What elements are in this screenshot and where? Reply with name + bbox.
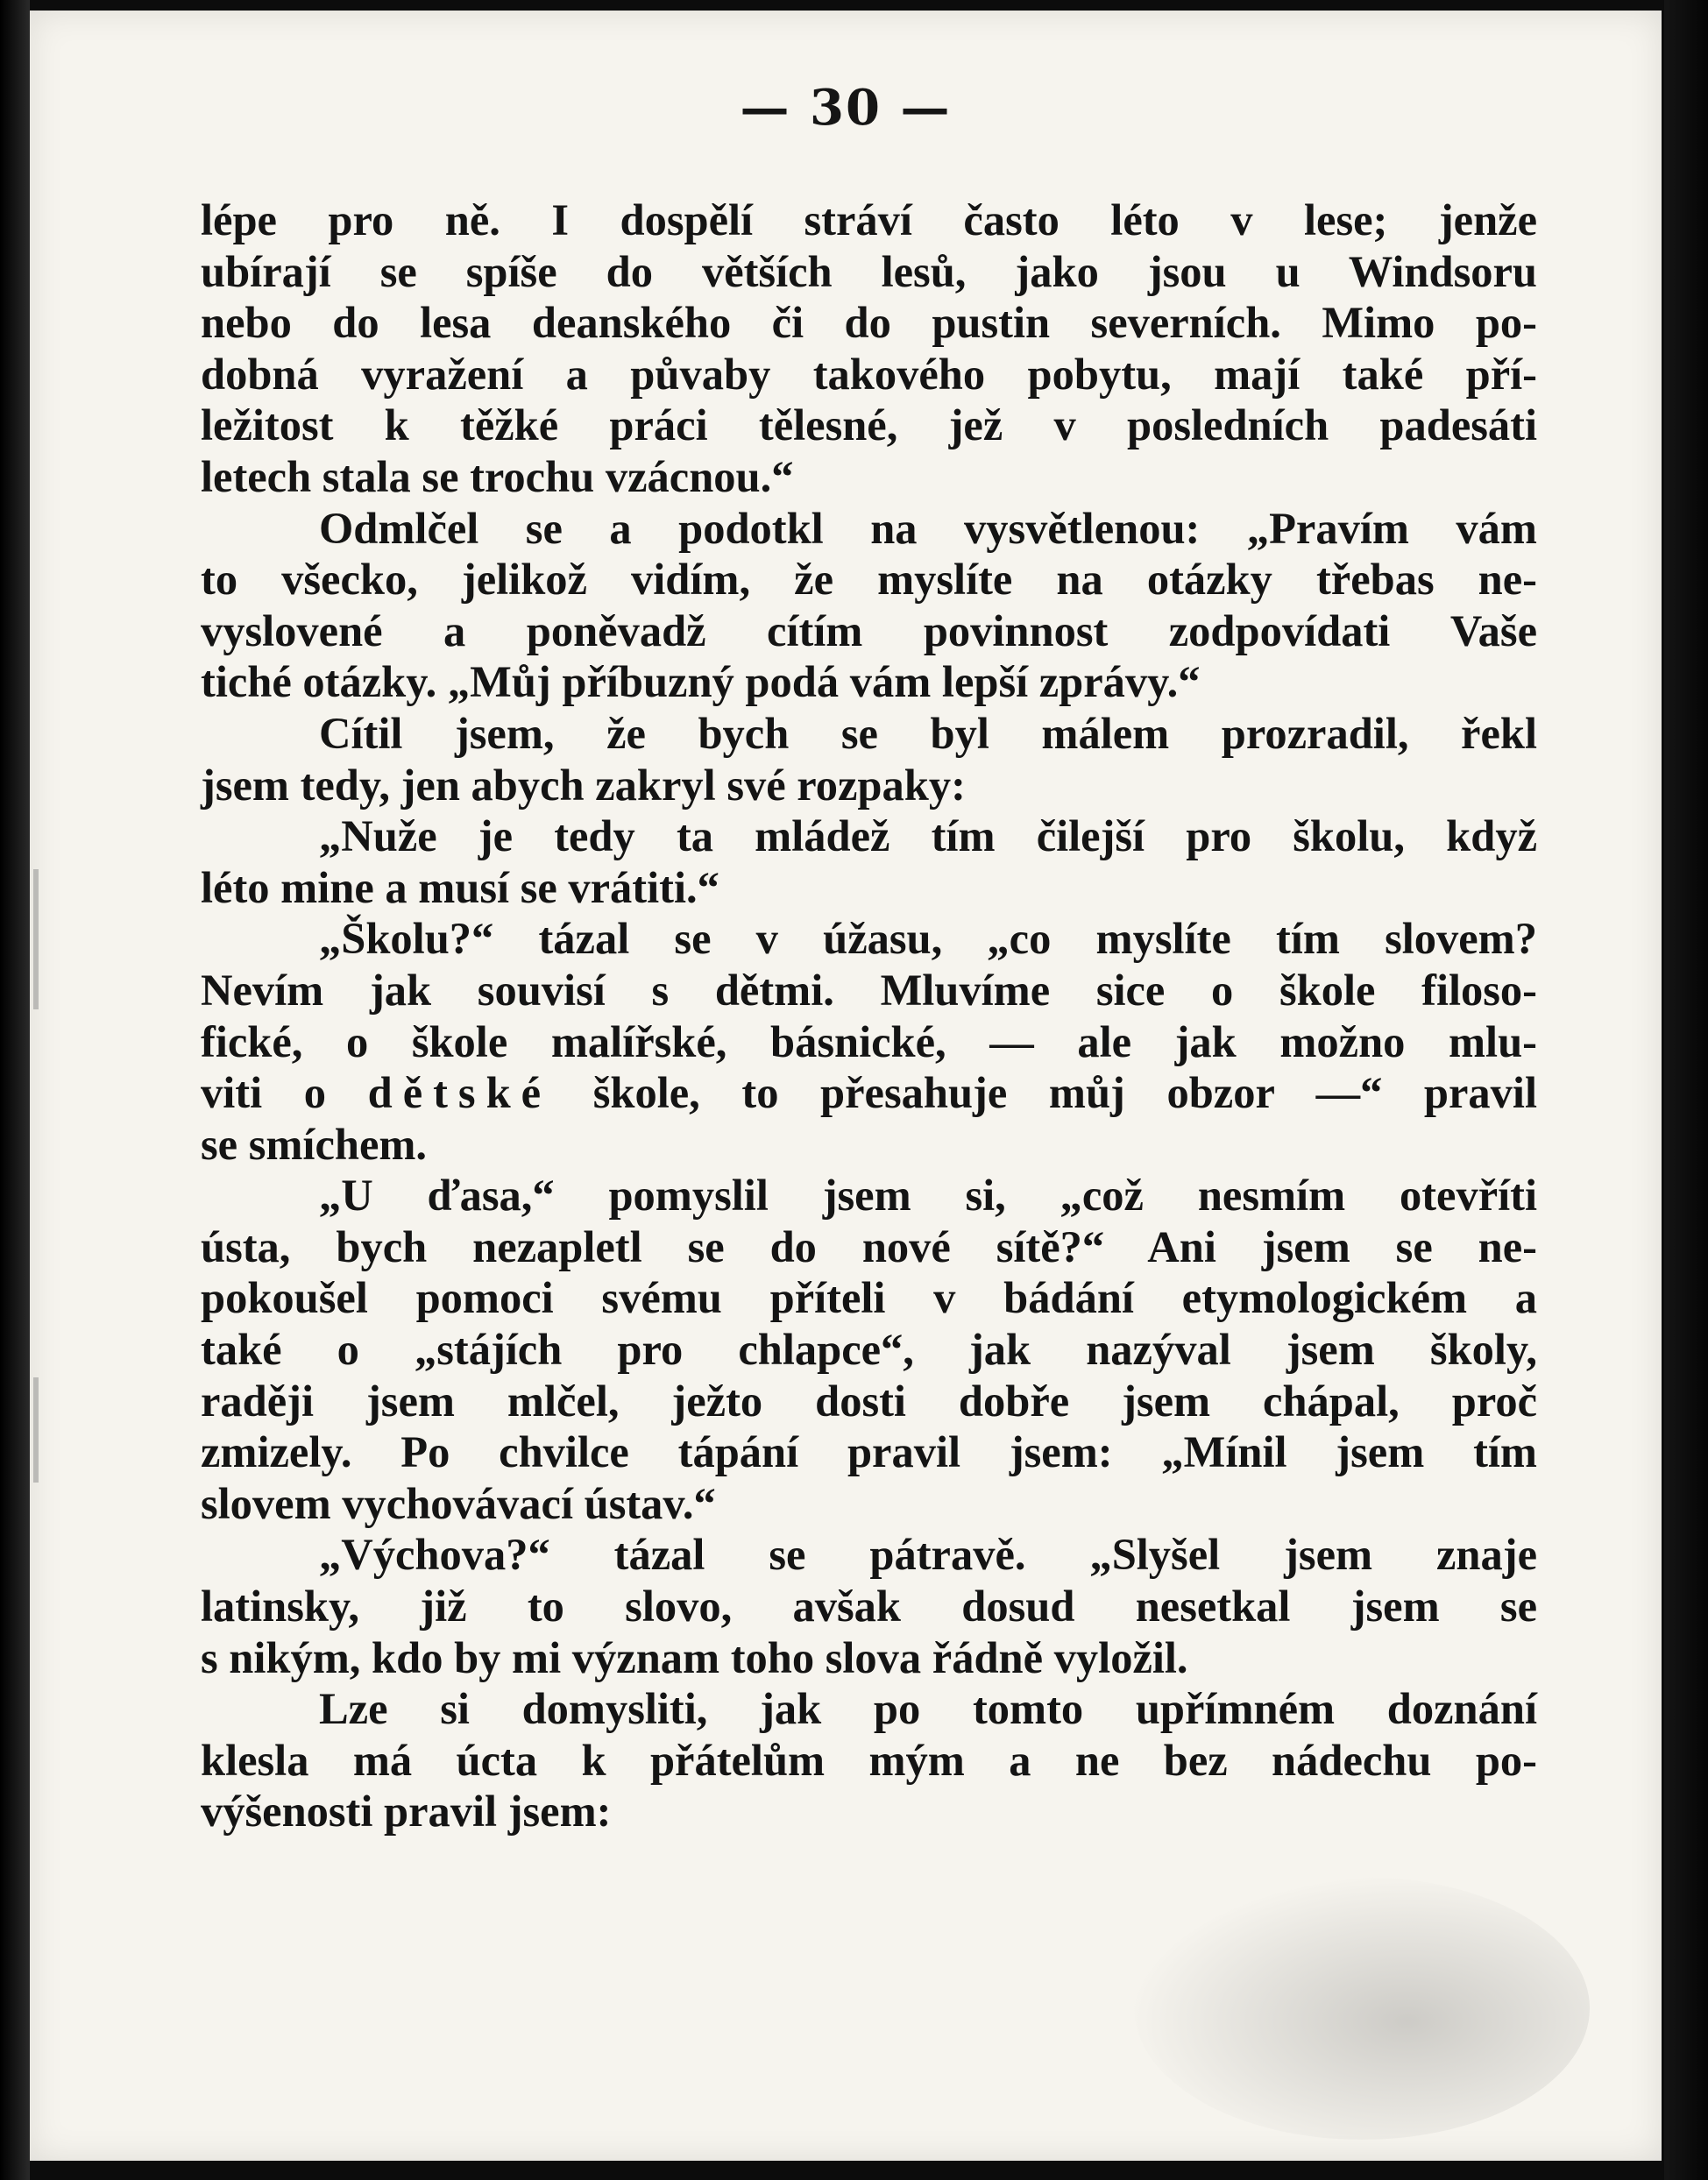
text-line: letech stala se trochu vzácnou.“ xyxy=(201,451,794,501)
text-line: raději jsem mlčel, ježto dosti dobře jsem chápal, proč xyxy=(201,1376,1537,1426)
text-line: Odmlčel se a podotkl na vysvětlenou: „Pravím vám xyxy=(319,503,1537,553)
text-line: nebo do lesa deanského či do pustin severních. Mimo po- xyxy=(201,298,1537,348)
text-line: „Nuže je tedy ta mládež tím čilejší pro školu, když xyxy=(319,811,1537,861)
spaced-word: dětské xyxy=(367,1068,552,1118)
scan-left-edge xyxy=(0,0,30,2180)
margin-mark xyxy=(33,1377,39,1483)
text-line: tiché otázky. „Můj příbuzný podá vám lepší zprávy.“ xyxy=(201,657,1201,707)
text-line: slovem vychovávací ústav.“ xyxy=(201,1478,716,1528)
text-line: pokoušel pomoci svému příteli v bádání etymologickém a xyxy=(201,1273,1537,1323)
ink-smudge xyxy=(1134,1877,1590,2140)
text-line: zmizely. Po chvilce tápání pravil jsem: „Mínil jsem tím xyxy=(201,1427,1537,1477)
text-line: Lze si domysliti, jak po tomto upřímném doznání xyxy=(319,1684,1537,1734)
text-fragment: viti o xyxy=(201,1068,326,1118)
text-line: ubírají se spíše do větších lesů, jako jsou u Windsoru xyxy=(201,246,1537,296)
book-page xyxy=(30,11,1662,2161)
text-line: latinsky, již to slovo, avšak dosud nesetkal jsem se xyxy=(201,1582,1537,1631)
text-line: vyslovené a poněvadž cítím povinnost zodpovídati Vaše xyxy=(201,605,1537,655)
text-line: ústa, bych nezapletl se do nové sítě?“ Ani jsem se ne- xyxy=(201,1221,1537,1271)
body-text xyxy=(201,195,1537,1837)
text-line: ležitost k těžké práci tělesné, jež v posledních padesáti xyxy=(201,400,1537,450)
text-line: „Školu?“ tázal se v úžasu, „co myslíte tím slovem? xyxy=(319,914,1537,964)
text-line: „U ďasa,“ pomyslil jsem si, „což nesmím otevříti xyxy=(319,1171,1537,1221)
text-line: jsem tedy, jen abych zakryl své rozpaky: xyxy=(201,760,966,810)
text-line: výšenosti pravil jsem: xyxy=(201,1787,612,1837)
scan-right-edge xyxy=(1664,0,1708,2180)
text-line: to všecko, jelikož vidím, že myslíte na otázky třebas ne- xyxy=(201,555,1537,605)
text-line: dobná vyražení a půvaby takového pobytu, mají také pří- xyxy=(201,349,1537,399)
text-line: klesla má úcta k přátelům mým a ne bez nádechu po- xyxy=(201,1735,1537,1785)
text-line: fické, o škole malířské, básnické, — ale jak možno mlu- xyxy=(201,1016,1537,1066)
text-line-spaced xyxy=(201,1067,1537,1119)
text-line: lépe pro ně. I dospělí stráví často léto v lese; jenže xyxy=(201,195,1537,244)
text-line: také o „stájích pro chlapce“, jak nazýval jsem školy, xyxy=(201,1325,1537,1375)
margin-mark xyxy=(33,869,39,1009)
text-line: Cítil jsem, že bych se byl málem prozradil, řekl xyxy=(319,708,1537,758)
text-line: Nevím jak souvisí s dětmi. Mluvíme sice o škole filoso- xyxy=(201,965,1537,1015)
text-line: s nikým, kdo by mi význam toho slova řádně vyložil. xyxy=(201,1632,1188,1682)
text-fragment: škole, to přesahuje můj obzor —“ pravil xyxy=(592,1068,1537,1118)
page-number: — 30 — xyxy=(740,79,952,137)
text-line: léto mine a musí se vrátiti.“ xyxy=(201,862,719,912)
text-line: „Výchova?“ tázal se pátravě. „Slyšel jsem znaje xyxy=(319,1530,1537,1580)
text-line: se smíchem. xyxy=(201,1119,428,1169)
